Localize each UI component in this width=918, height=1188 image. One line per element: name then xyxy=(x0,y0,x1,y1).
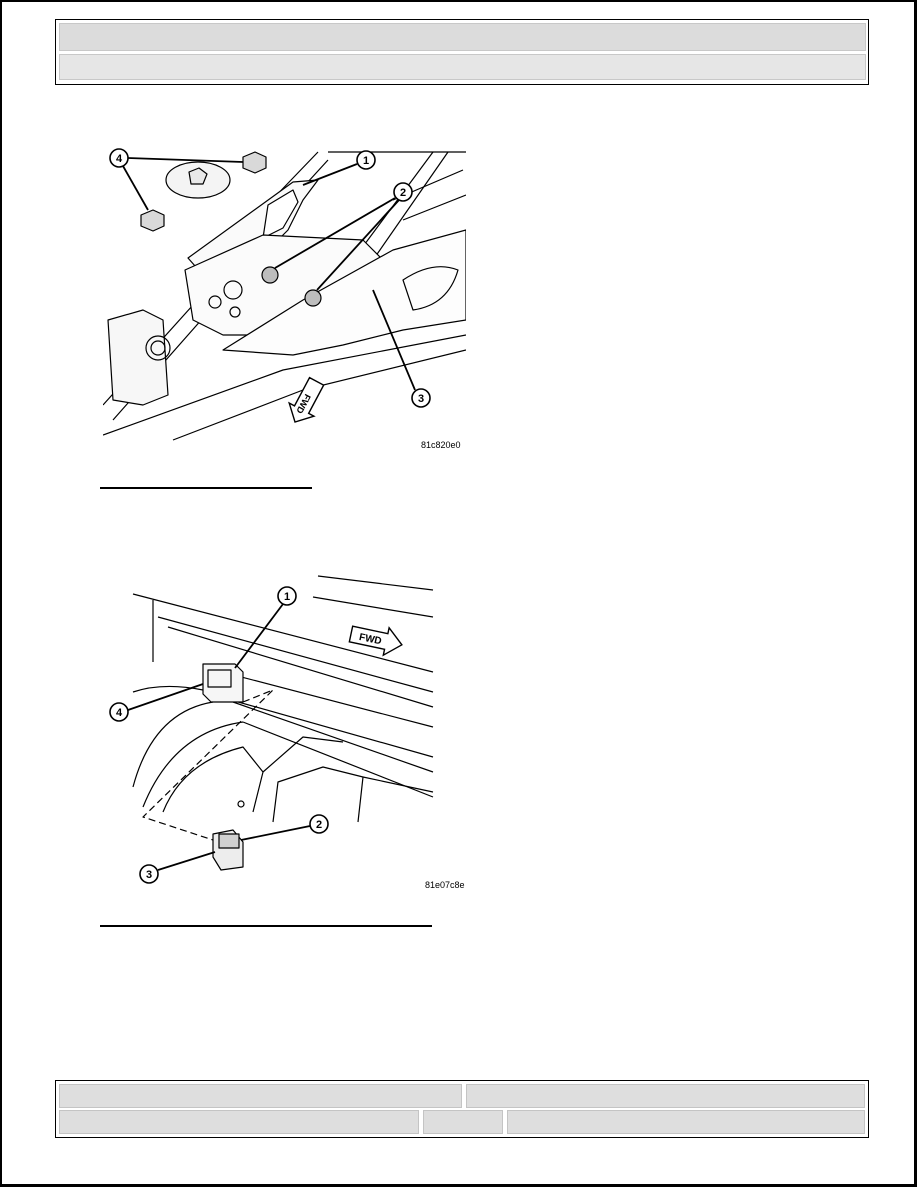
header-title-bar xyxy=(59,23,866,51)
figure-1-illustration xyxy=(103,140,466,452)
document-footer xyxy=(55,1080,869,1138)
callout-label: 3 xyxy=(145,869,153,881)
figure-2 xyxy=(103,572,466,894)
fwd-label: FWD xyxy=(294,392,313,416)
footer-cell-5 xyxy=(507,1110,865,1134)
figure-2-illustration xyxy=(103,572,466,894)
footer-cell-4 xyxy=(423,1110,503,1134)
footer-cell-2 xyxy=(466,1084,865,1108)
figure-2-id: 81e07c8e xyxy=(425,880,465,890)
callout-label: 2 xyxy=(315,819,323,831)
header-subtitle-bar xyxy=(59,54,866,80)
callout-label: 3 xyxy=(417,393,425,405)
figure-1-caption-rule xyxy=(100,487,312,489)
fwd-label: FWD xyxy=(357,631,383,648)
figure-1-id: 81c820e0 xyxy=(421,440,461,450)
callout-label: 4 xyxy=(115,707,123,719)
footer-cell-3 xyxy=(59,1110,419,1134)
callout-label: 4 xyxy=(115,153,123,165)
fwd-arrow-icon xyxy=(283,375,329,429)
callout-label: 2 xyxy=(399,187,407,199)
figure-1 xyxy=(103,140,466,452)
figure-2-caption-rule xyxy=(100,925,432,927)
document-header xyxy=(55,19,869,85)
callout-label: 1 xyxy=(362,155,370,167)
fwd-arrow-icon xyxy=(348,620,405,658)
callout-label: 1 xyxy=(283,591,291,603)
footer-cell-1 xyxy=(59,1084,462,1108)
